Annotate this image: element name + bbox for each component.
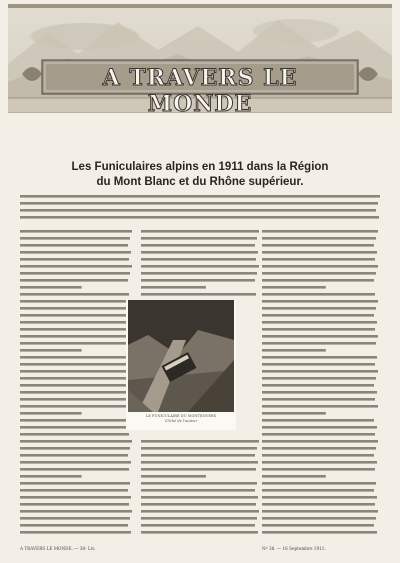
text-line xyxy=(262,237,376,240)
text-line xyxy=(262,314,374,317)
text-line xyxy=(141,524,255,527)
text-line xyxy=(20,202,378,205)
text-line xyxy=(20,440,132,443)
text-line xyxy=(20,370,132,373)
text-line xyxy=(20,342,130,345)
text-line xyxy=(20,531,131,534)
text-line xyxy=(141,293,256,296)
article-figure xyxy=(126,300,236,430)
text-line xyxy=(20,286,82,289)
text-line xyxy=(262,517,376,520)
text-line xyxy=(20,272,130,275)
text-line xyxy=(262,286,326,289)
text-line xyxy=(141,461,258,464)
text-line xyxy=(20,461,131,464)
text-line xyxy=(20,265,132,268)
text-line xyxy=(262,230,378,233)
text-line xyxy=(262,426,377,429)
text-line xyxy=(20,356,131,359)
text-line xyxy=(262,272,376,275)
text-line xyxy=(262,433,375,436)
text-line xyxy=(20,314,128,317)
text-line xyxy=(20,503,129,506)
text-line xyxy=(20,517,130,520)
text-line xyxy=(262,398,375,401)
text-line xyxy=(262,482,376,485)
text-line xyxy=(20,335,132,338)
footer-left: A TRAVERS LE MONDE. — 38ᵉ Liv. xyxy=(20,546,96,551)
text-line xyxy=(20,510,132,513)
text-line xyxy=(262,370,378,373)
text-line xyxy=(20,321,131,324)
text-line xyxy=(262,475,326,478)
text-line xyxy=(141,286,206,289)
text-line xyxy=(141,251,258,254)
masthead-banner xyxy=(8,4,392,117)
text-line xyxy=(20,328,129,331)
text-line xyxy=(262,335,378,338)
text-line xyxy=(262,503,375,506)
text-line xyxy=(20,419,128,422)
text-line xyxy=(20,258,129,261)
text-column-3 xyxy=(262,228,380,543)
text-line xyxy=(262,531,377,534)
text-line xyxy=(141,237,257,240)
text-line xyxy=(20,468,129,471)
text-line xyxy=(262,447,376,450)
text-line xyxy=(20,391,131,394)
text-line xyxy=(262,293,375,296)
text-line xyxy=(141,272,257,275)
text-line xyxy=(20,349,82,352)
text-line xyxy=(20,524,128,527)
figure-caption-title: LE FUNICULAIRE DU MONTENVERS xyxy=(145,414,217,418)
text-line xyxy=(262,307,376,310)
text-line xyxy=(141,454,255,457)
text-line xyxy=(262,258,375,261)
text-line xyxy=(262,279,374,282)
text-line xyxy=(20,447,130,450)
article-headline xyxy=(30,160,370,190)
text-line xyxy=(20,237,130,240)
text-line xyxy=(141,447,257,450)
text-line xyxy=(141,510,259,513)
text-line xyxy=(262,328,375,331)
text-line xyxy=(262,265,378,268)
text-line xyxy=(20,244,128,247)
text-line xyxy=(262,405,378,408)
text-lines xyxy=(20,193,380,221)
text-line xyxy=(262,461,377,464)
text-column-1 xyxy=(20,228,138,543)
text-line xyxy=(20,489,128,492)
text-line xyxy=(262,321,377,324)
text-line xyxy=(262,251,377,254)
text-line xyxy=(262,244,374,247)
text-line xyxy=(20,300,132,303)
text-line xyxy=(20,426,131,429)
text-line xyxy=(20,496,131,499)
text-line xyxy=(262,454,374,457)
text-line xyxy=(262,440,378,443)
text-line xyxy=(141,496,258,499)
text-line xyxy=(262,496,377,499)
text-line xyxy=(20,195,380,198)
masthead-title: A TRAVERS LE MONDE xyxy=(102,65,298,117)
text-line xyxy=(20,279,128,282)
text-line xyxy=(20,433,129,436)
text-line xyxy=(262,524,374,527)
text-line xyxy=(20,209,376,212)
text-line xyxy=(262,419,374,422)
text-line xyxy=(141,517,257,520)
text-line xyxy=(141,489,255,492)
text-line xyxy=(262,489,374,492)
text-line xyxy=(20,307,130,310)
headline-line-2: du Mont Blanc et du Rhône supérieur. xyxy=(96,176,304,188)
text-line xyxy=(20,475,82,478)
text-line xyxy=(20,293,129,296)
text-line xyxy=(20,482,130,485)
text-line xyxy=(141,475,206,478)
text-line xyxy=(20,377,130,380)
text-line xyxy=(141,440,259,443)
text-line xyxy=(141,503,256,506)
text-line xyxy=(262,510,378,513)
figure-caption xyxy=(126,414,236,424)
text-line xyxy=(262,377,376,380)
text-line xyxy=(262,363,375,366)
text-line xyxy=(262,384,374,387)
text-line xyxy=(262,300,378,303)
text-line xyxy=(20,384,128,387)
text-line xyxy=(20,398,129,401)
text-line xyxy=(141,531,258,534)
text-line xyxy=(20,454,128,457)
text-line xyxy=(20,405,132,408)
text-line xyxy=(262,412,326,415)
headline-line-1: Les Funiculaires alpins en 1911 dans la Région xyxy=(71,161,329,173)
text-line xyxy=(262,391,377,394)
text-line xyxy=(141,279,255,282)
text-line xyxy=(20,251,131,254)
text-line xyxy=(262,356,377,359)
text-line xyxy=(20,216,379,219)
text-line xyxy=(141,468,256,471)
text-line xyxy=(20,363,129,366)
article-intro-text xyxy=(20,193,380,223)
text-line xyxy=(262,342,376,345)
text-lines xyxy=(20,228,132,536)
text-line xyxy=(262,349,326,352)
text-lines xyxy=(262,228,378,536)
text-line xyxy=(141,244,255,247)
text-line xyxy=(20,412,82,415)
text-line xyxy=(141,258,256,261)
figure-caption-credit: Cliché de l'auteur xyxy=(164,419,198,423)
footer-right: Nº 38. — 16 Septembre 1911. xyxy=(262,546,326,551)
text-line xyxy=(141,230,259,233)
text-line xyxy=(141,482,257,485)
text-line xyxy=(20,230,132,233)
funicular-photo xyxy=(128,300,234,412)
text-line xyxy=(262,468,375,471)
text-line xyxy=(141,265,259,268)
